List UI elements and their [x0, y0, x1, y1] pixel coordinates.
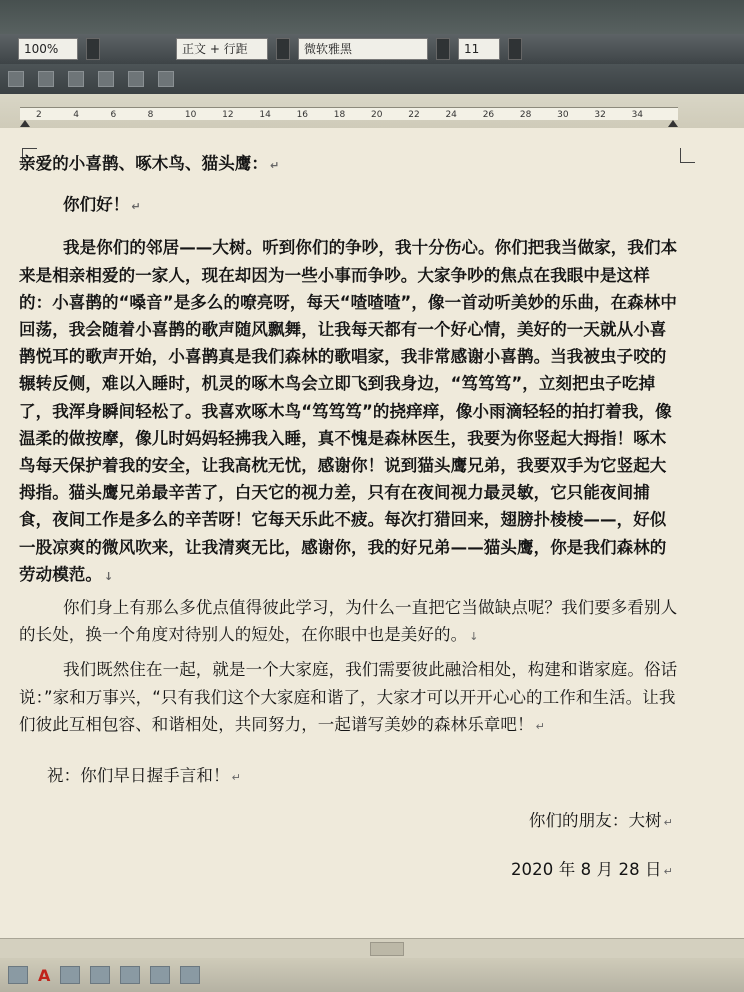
font-size-dropdown-arrow[interactable]	[508, 38, 522, 60]
ruler-track	[20, 107, 678, 120]
ruler-tick-label: 22	[408, 110, 420, 120]
paragraph-1	[19, 234, 679, 590]
paragraph-1-text: 我是你们的邻居——大树。听到你们的争吵，我十分伤心。你们把我当做家，我们本来是相亲相爱的一家人，现在却因为一些小事而争吵。大家争吵的焦点在我眼中是这样的：小喜鹊的“嗓音”是多么的嘹亮呀，每天“喳喳喳”，像一首动听美妙的乐曲，在森林中回荡，我会随着小喜鹊的歌声随风飘舞，让我每天都有一个好心情，美好的一天就从小喜鹊悦耳的歌声开始，小喜鹊真是我们森林的歌唱家，我非常感谢小喜鹊。当我被虫子咬的辗转反侧，难以入睡时，机灵的啄木鸟会立即飞到我身边，“笃笃笃”，立刻把虫子吃掉了，我浑身瞬间轻松了。我喜欢啄木鸟“笃笃笃”的挠痒痒，像小雨滴轻轻的拍打着我，像温柔的做按摩，像儿时妈妈轻拂我入睡，真不愧是森林医生，我要为你竖起大拇指！啄木鸟每天保护着我的安全，让我高枕无忧，感谢你！说到猫头鹰兄弟，我要双手为它竖起大拇指。猫头鹰兄弟最辛苦了，白天它的视力差，只有在夜间视力最灵敏，它只能夜间捕食，夜间工作是多么的辛苦呀！它每天乐此不疲。每次打猎回来，翅膀扑棱棱——，好似一股凉爽的微风吹来，让我清爽无比，感谢你，我的好兄弟——猫头鹰，你是我们森林的劳动模范。	[19, 238, 678, 584]
formatting-toolbar	[0, 34, 744, 64]
left-indent-marker[interactable]	[20, 120, 30, 127]
greeting-text: 你们好！	[63, 195, 130, 215]
paragraph-mark-icon: ↓	[104, 569, 114, 583]
ruler-tick-label: 12	[222, 110, 234, 120]
signature-line	[19, 807, 679, 836]
print-icon[interactable]	[98, 71, 114, 87]
style-dropdown-arrow[interactable]	[276, 38, 290, 60]
paragraph-mark-icon: ↵	[663, 865, 673, 879]
paragraph-mark-icon: ↵	[131, 200, 141, 214]
scrollbar-thumb[interactable]	[370, 942, 404, 956]
ruler-tick-label: 10	[184, 110, 197, 120]
paragraph-mark-icon: ↵	[663, 816, 673, 830]
horizontal-scrollbar[interactable]	[0, 938, 744, 959]
date-text: 2020 年 8 月 28 日	[510, 860, 662, 880]
paragraph-3-text: 我们既然住在一起，就是一个大家庭，我们需要彼此融洽相处，构建和谐家庭。俗话说：”家和万事兴，“只有我们这个大家庭和谐了，大家才可以开开心心的工作和生活。让我们彼此互相包容、和谐相处，共同努力，一起谱写美妙的森林乐章吧！	[19, 660, 678, 734]
ruler-tick-label: 26	[482, 110, 495, 120]
ruler-tick-label: 20	[371, 110, 383, 120]
paragraph-2-text: 你们身上有那么多优点值得彼此学习，为什么一直把它当做缺点呢？我们要多看别人的长处，换一个角度对待别人的短处，在你眼中也是美好的。	[19, 598, 678, 645]
title-strip	[0, 0, 744, 34]
line-style-icon[interactable]	[60, 966, 80, 984]
zoom-box[interactable]: 100%	[18, 38, 78, 60]
dash-style-icon[interactable]	[90, 966, 110, 984]
salutation-text: 亲爱的小喜鹊、啄木鸟、猫头鹰：	[19, 154, 268, 173]
shadow-icon[interactable]	[150, 966, 170, 984]
signature-text: 你们的朋友：大树	[528, 811, 662, 831]
font-dropdown-arrow[interactable]	[436, 38, 450, 60]
ruler-tick-label: 18	[333, 110, 346, 120]
new-icon[interactable]	[8, 71, 24, 87]
ruler-tick-label: 2	[36, 110, 42, 120]
document-body[interactable]	[19, 150, 679, 886]
3d-icon[interactable]	[180, 966, 200, 984]
ruler-tick-label: 6	[110, 110, 117, 120]
greeting-line	[19, 191, 679, 220]
undo-icon[interactable]	[128, 71, 144, 87]
line-color-icon[interactable]	[8, 966, 28, 984]
salutation-line	[19, 150, 679, 179]
ruler-tick-label: 28	[519, 110, 532, 120]
paragraph-2	[19, 594, 679, 650]
save-icon[interactable]	[68, 71, 84, 87]
zoom-dropdown-arrow[interactable]	[86, 38, 100, 60]
paragraph-3	[19, 656, 679, 740]
paragraph-mark-icon: ↵	[535, 719, 545, 733]
paragraph-mark-icon: ↓	[469, 630, 479, 644]
ruler-tick-label: 30	[557, 110, 569, 120]
horizontal-ruler[interactable]	[0, 94, 744, 129]
closing-line	[19, 762, 679, 791]
arrow-style-icon[interactable]	[120, 966, 140, 984]
margin-corner-right	[680, 148, 695, 163]
font-size-select[interactable]: 11	[458, 38, 500, 60]
font-select[interactable]: 微软雅黑	[298, 38, 428, 60]
open-icon[interactable]	[38, 71, 54, 87]
ruler-tick-label: 34	[631, 110, 644, 120]
font-color-icon[interactable]: A	[38, 965, 51, 985]
paragraph-mark-icon: ↵	[270, 159, 280, 172]
standard-toolbar	[0, 64, 744, 94]
style-select[interactable]: 正文 + 行距	[176, 38, 268, 60]
right-indent-marker[interactable]	[668, 120, 678, 127]
closing-text: 祝：你们早日握手言和！	[47, 766, 230, 786]
ruler-tick-label: 32	[594, 110, 606, 120]
date-line	[19, 856, 679, 885]
ruler-tick-label: 4	[73, 110, 79, 120]
paragraph-mark-icon: ↵	[231, 771, 241, 785]
drawing-toolbar	[0, 958, 744, 992]
ruler-tick-label: 24	[445, 110, 457, 120]
ruler-tick-label: 14	[259, 110, 271, 120]
redo-icon[interactable]	[158, 71, 174, 87]
ruler-tick-label: 8	[147, 110, 154, 120]
ruler-tick-label: 16	[296, 110, 309, 120]
